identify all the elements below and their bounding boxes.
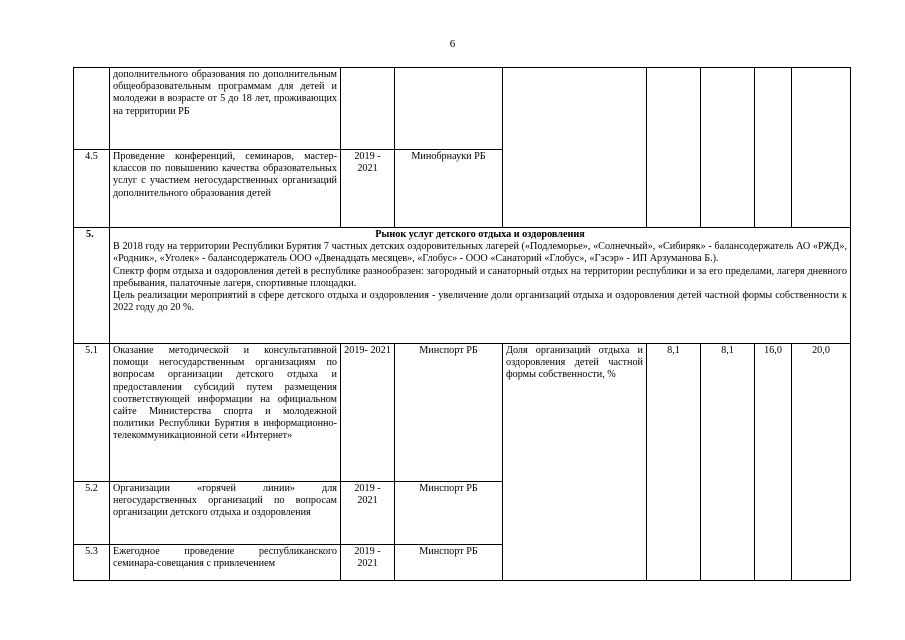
section-content (110, 228, 851, 344)
measure-text: Ежегодное проведение республиканского семинара-совещания с привлечением (110, 545, 341, 581)
measure-text: Проведение конференций, семинаров, мастер-классов по повышению качества образовательных услуг с участием негосударственных организаций дополнительного образования детей (110, 150, 341, 228)
section-paragraph: Цель реализации мероприятий в сфере детского отдыха и оздоровления - увеличение доли организаций отдыха и оздоровления детей частной формы собственности к 2022 году до 20 %. (113, 290, 847, 314)
measure-text: дополнительного образования по дополнительным общеобразовательным программам для детей и молодежи в возрасте от 5 до 18 лет, проживающих на территории РБ (110, 68, 341, 150)
executor-cell (395, 68, 503, 150)
value-cell (755, 68, 792, 228)
row-number: 5.1 (74, 344, 110, 482)
period: 2019 - 2021 (341, 150, 395, 228)
row-number: 5.2 (74, 482, 110, 545)
value-2019: 8,1 (701, 344, 755, 581)
section-row (74, 228, 851, 344)
section-paragraph: В 2018 году на территории Республики Бурятия 7 частных детских оздоровительных лагерей («Подлеморье», «Солнечный», «Сибиряк» - балансодержатель АО «РЖД», «Родник», «Уголек» - балансодержатель ООО «Двенадцать месяцев», «Глобус» - ООО «Санаторий «Глобус», «Гэсэр» - ИП Арзуманова Б.). (113, 241, 847, 265)
table-row (74, 68, 851, 150)
executor: Минспорт РБ (395, 344, 503, 482)
section-title: Рынок услуг детского отдыха и оздоровления (375, 229, 585, 240)
measure-text: Организации «горячей линии» для негосударственных организаций по вопросам организации детского отдыха и оздоровления (110, 482, 341, 545)
row-number-cell (74, 68, 110, 150)
indicator-cell (503, 68, 647, 228)
section-paragraph: Спектр форм отдыха и оздоровления детей в республике разнообразен: загородный и санаторный отдых на территории республики и за его пределами, лагеря дневного пребывания, палаточные лагеря, спортивные площадки. (113, 265, 847, 289)
value-2020: 16,0 (755, 344, 792, 581)
page-number: 6 (449, 38, 456, 50)
value-2018: 8,1 (647, 344, 701, 581)
row-number: 5.3 (74, 545, 110, 581)
value-cell (701, 68, 755, 228)
value-2021: 20,0 (792, 344, 851, 581)
period: 2019 - 2021 (341, 545, 395, 581)
measures-table (73, 67, 851, 581)
value-cell (647, 68, 701, 228)
executor: Минобрнауки РБ (395, 150, 503, 228)
executor: Минспорт РБ (395, 482, 503, 545)
section-number: 5. (74, 228, 110, 344)
period: 2019 - 2021 (341, 482, 395, 545)
row-number: 4.5 (74, 150, 110, 228)
measure-text: Оказание методической и консультативной помощи негосударственным организациям по вопросам организации детского отдыха и предоставления субсидий путем размещения соответствующей информации на официальном сайте Министерства спорта и молодежной политики Республики Бурятия в информационно-телекоммуникационной сети «Интернет» (110, 344, 341, 482)
executor: Минспорт РБ (395, 545, 503, 581)
period: 2019- 2021 (341, 344, 395, 482)
value-cell (792, 68, 851, 228)
indicator: Доля организаций отдыха и оздоровления детей частной формы собственности, % (503, 344, 647, 581)
table-row (74, 344, 851, 482)
period-cell (341, 68, 395, 150)
